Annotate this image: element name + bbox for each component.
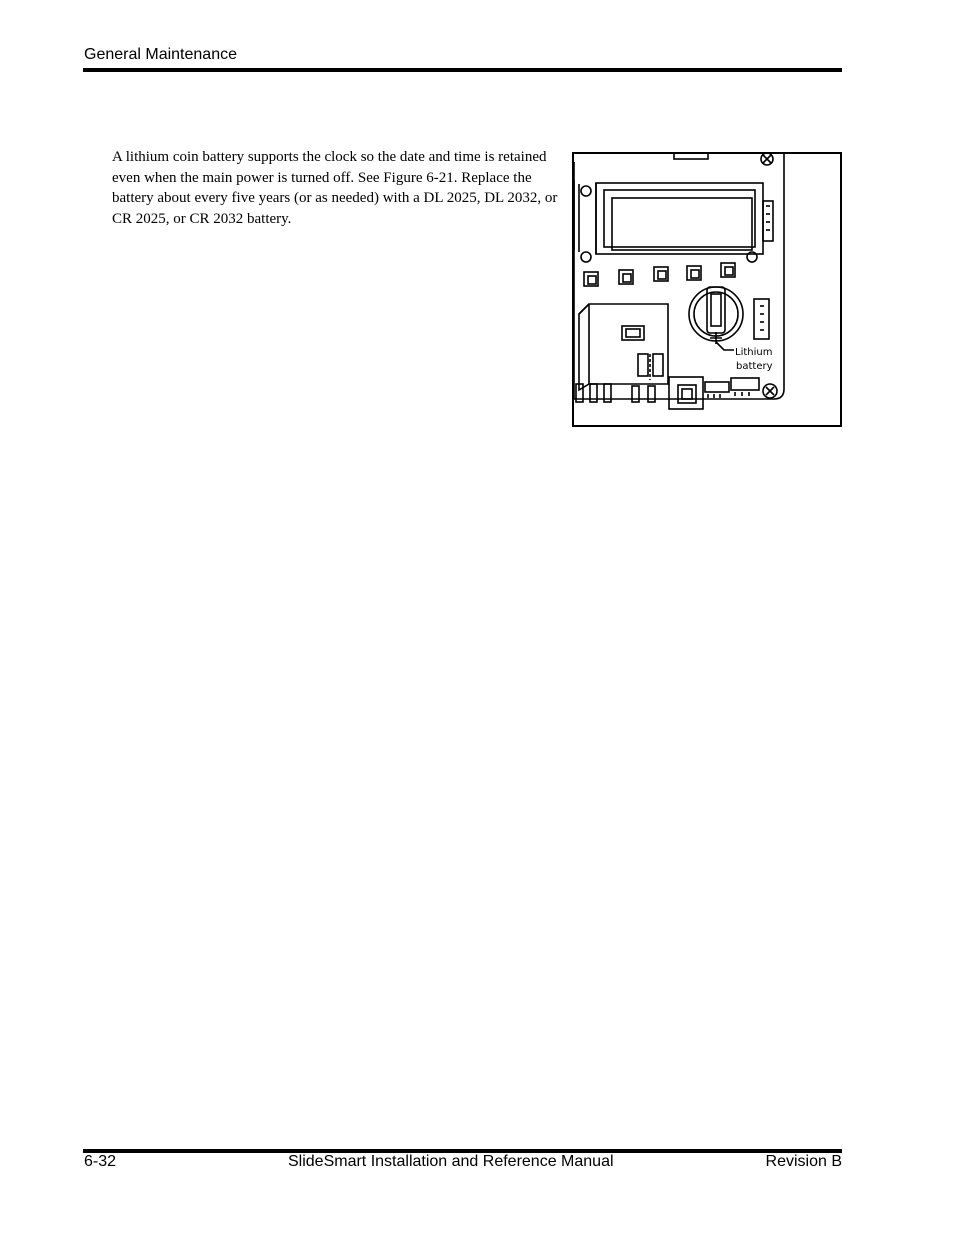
callout-label-line2: battery <box>736 361 773 372</box>
circuit-board-illustration <box>574 154 840 425</box>
callout-label-line1: Lithium <box>735 347 773 358</box>
revision-label: Revision B <box>765 1153 842 1170</box>
page-number: 6-32 <box>84 1153 117 1170</box>
section-title: General Maintenance <box>84 46 237 63</box>
body-paragraph: A lithium coin battery supports the clock so the date and time is retained even when the main power is turned off. See Figure 6-21. Replace the battery about every five years (or as needed) with a DL 2025, DL 2032, or CR 2025, or CR 2032 battery. <box>112 149 558 227</box>
circuit-board-figure <box>572 152 842 427</box>
manual-title: SlideSmart Installation and Reference Manual <box>288 1153 614 1170</box>
header-rule <box>83 68 842 72</box>
